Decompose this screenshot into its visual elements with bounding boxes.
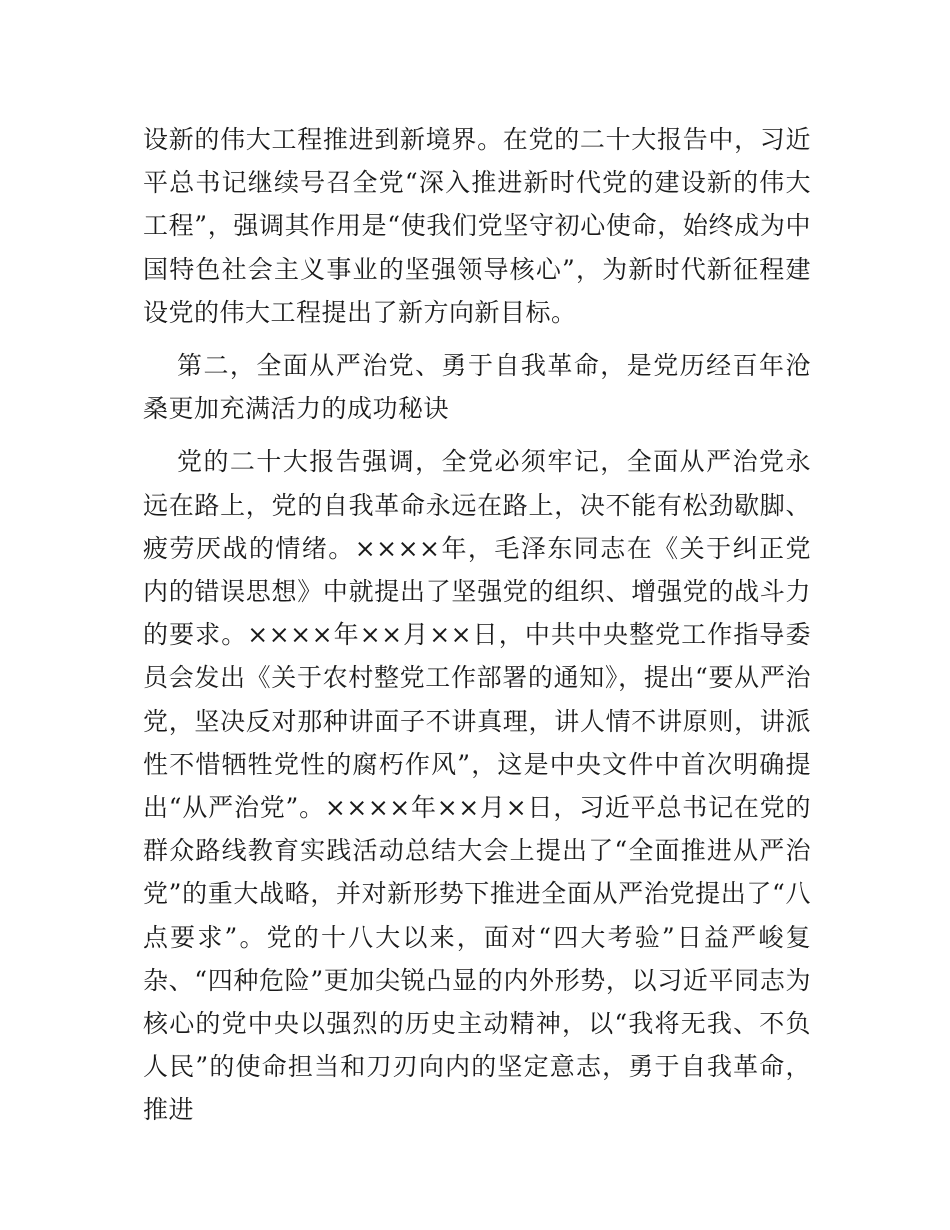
section-heading: 第二，全面从严治党、勇于自我革命，是党历经百年沧桑更加充满活力的成功秘诀 (143, 351, 811, 424)
paragraph-body: 党的二十大报告强调，全党必须牢记，全面从严治党永远在路上，党的自我革命永远在路上，决不能有松劲歇脚、疲劳厌战的情绪。××××年，毛泽东同志在《关于纠正党内的错误思想》中就提出了坚强党的组织、增强党的战斗力的要求。××××年××月××日，中共中央整党工作指导委员会发出《关于农村整党工作部署的通知》，提出“要从严治党，坚决反对那种讲面子不讲真理，讲人情不讲原则，讲派性不惜牺牲党性的腐朽作风”，这是中央文件中首次明确提出“从严治党”。××××年××月×日，习近平总书记在党的群众路线教育实践活动总结大会上提出了“全面推进从严治党”的重大战略，并对新形势下推进全面从严治党提出了“八点要求”。党的十八大以来，面对“四大考验”日益严峻复杂、“四种危险”更加尖锐凸显的内外形势，以习近平同志为核心的党中央以强烈的历史主动精神，以“我将无我、不负人民”的使命担当和刀刃向内的坚定意志，勇于自我革命，推进 (143, 447, 811, 1125)
paragraph-continuation: 设新的伟大工程推进到新境界。在党的二十大报告中，习近平总书记继续号召全党“深入推进新时代党的建设新的伟大工程”，强调其作用是“使我们党坚守初心使命，始终成为中国特色社会主义事业的坚强领导核心”，为新时代新征程建设党的伟大工程提出了新方向新目标。 (143, 125, 811, 327)
document-body (143, 118, 811, 1132)
